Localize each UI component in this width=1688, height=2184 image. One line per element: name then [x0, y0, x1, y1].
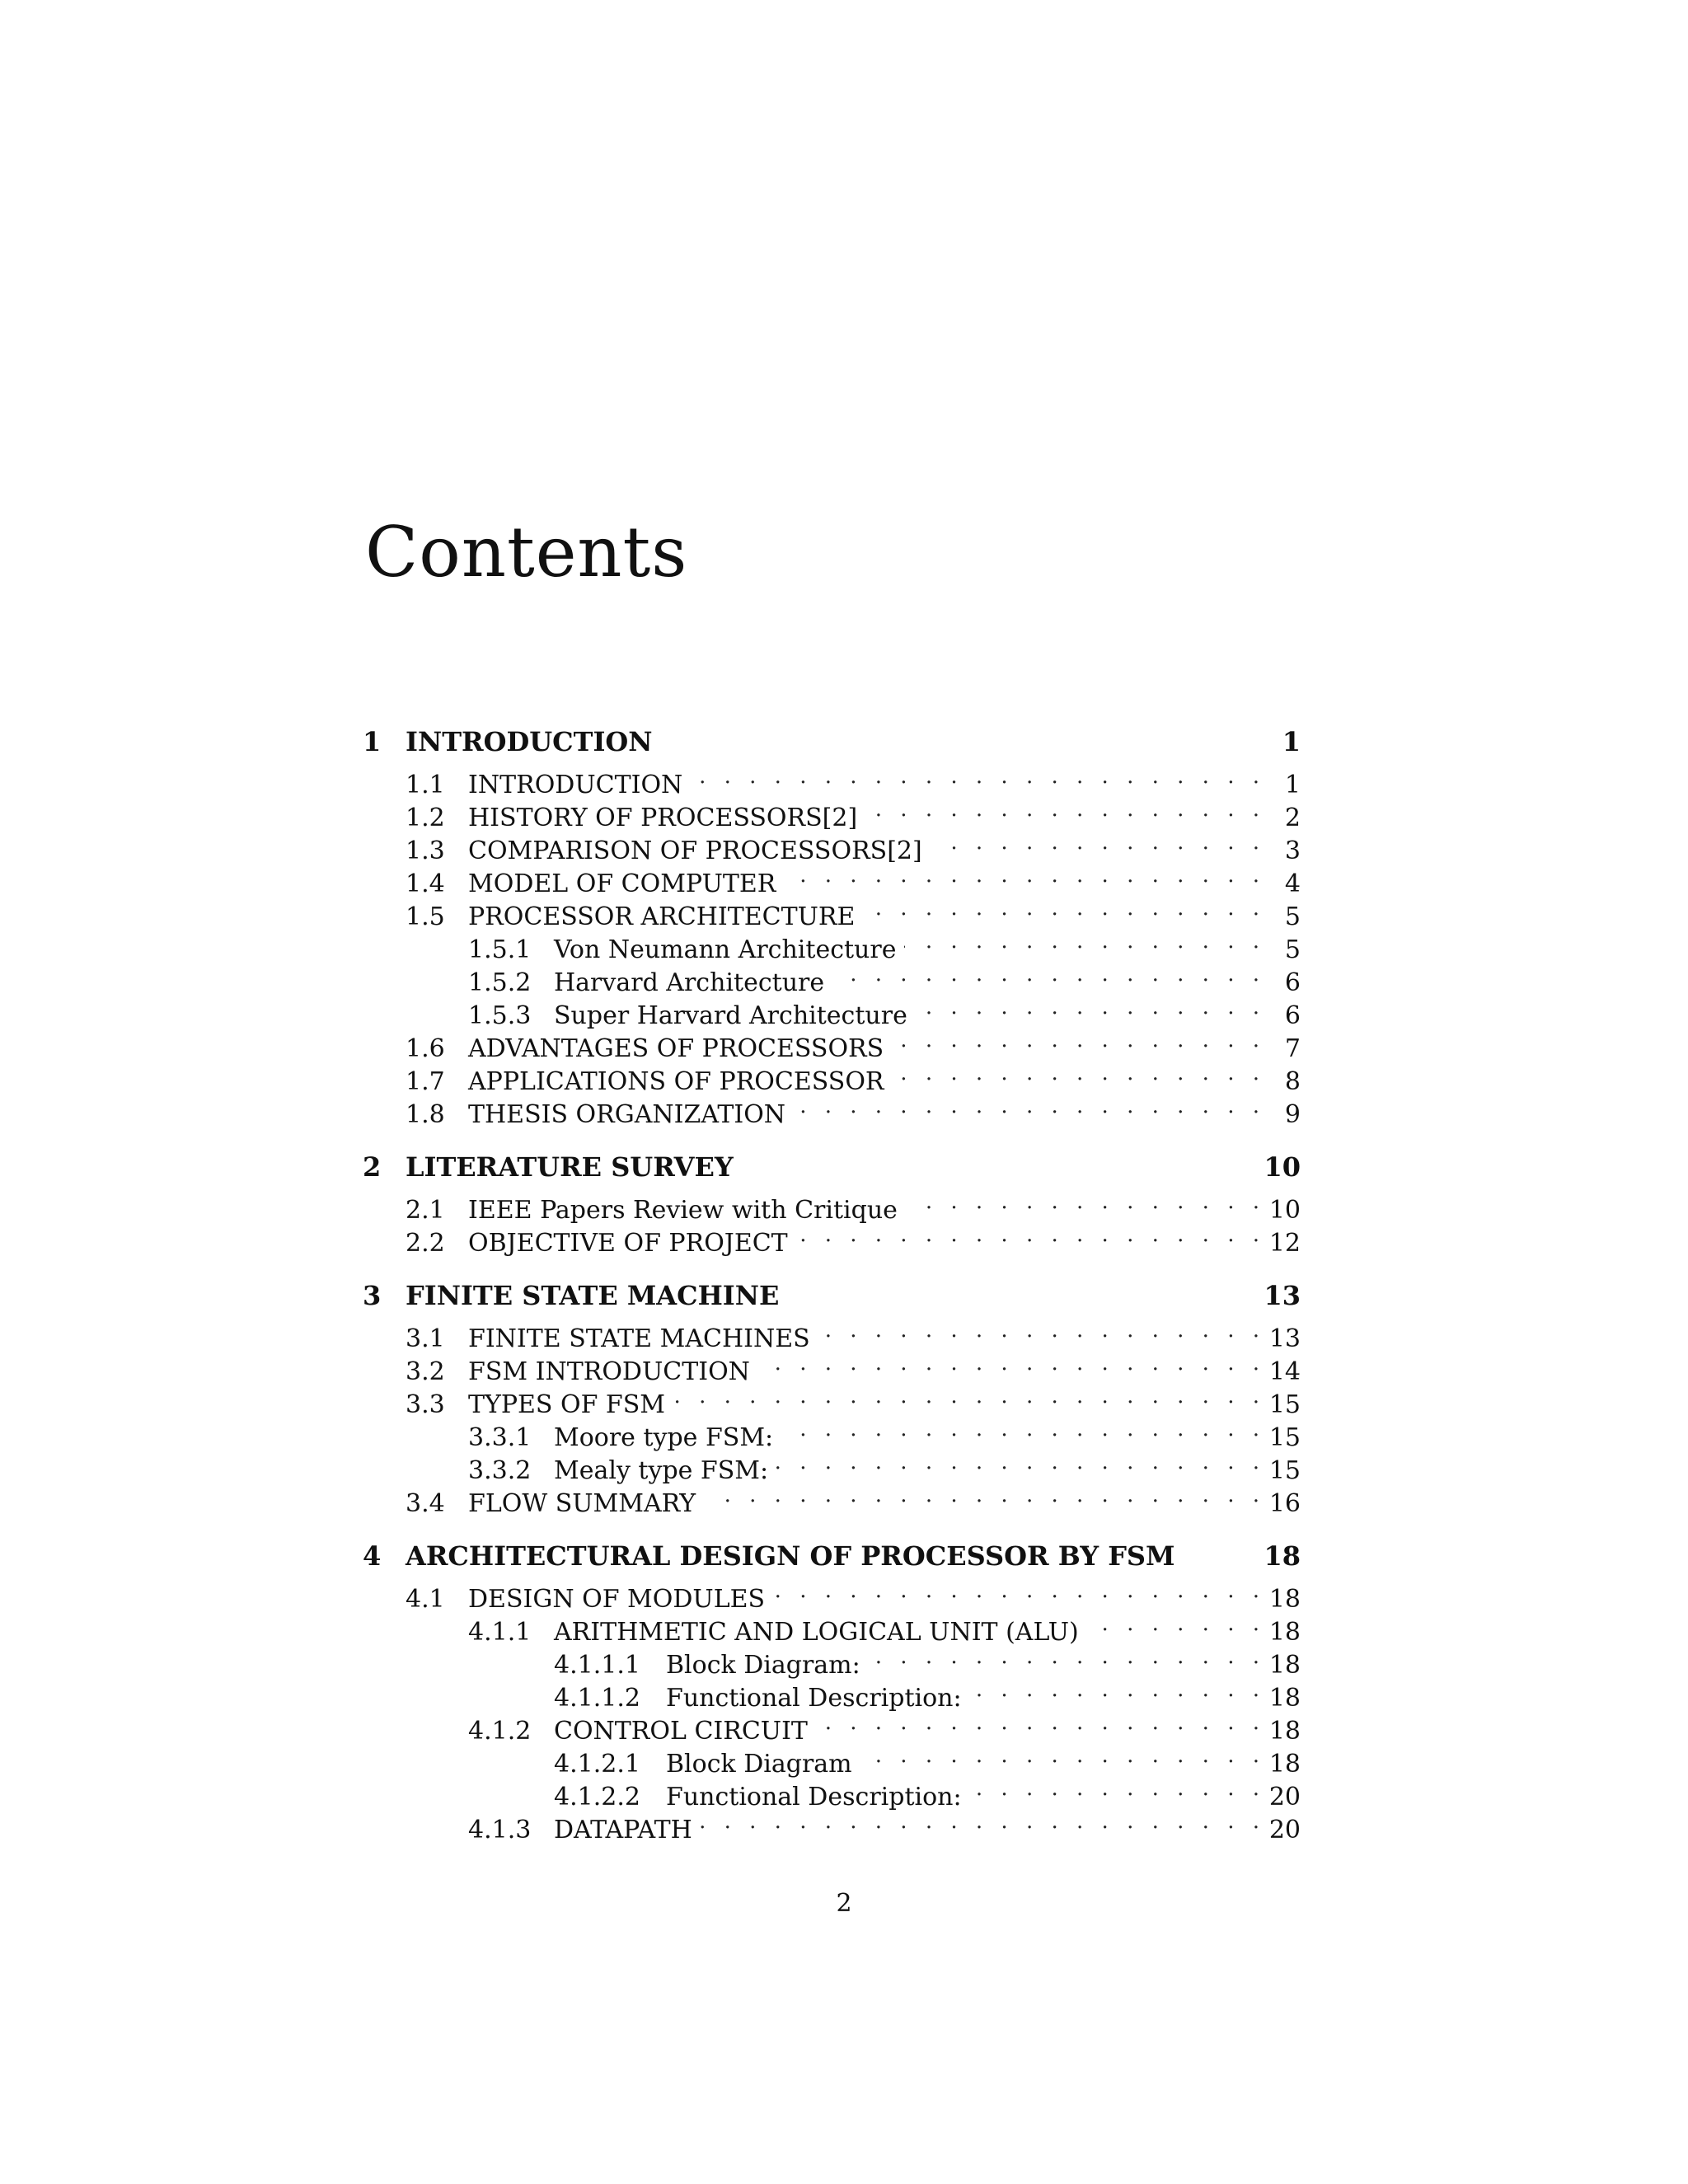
dot-leader: [691, 760, 1259, 793]
toc-chapter-title: FINITE STATE MACHINE: [406, 1280, 780, 1311]
toc-chapter-page: 10: [1264, 1151, 1301, 1183]
toc-entry[interactable]: [363, 1314, 1301, 1353]
dot-leader: [970, 1673, 1259, 1706]
toc-entry-title: FSM INTRODUCTION: [468, 1357, 750, 1386]
toc-entry-title: FLOW SUMMARY: [468, 1489, 696, 1518]
toc-entry-title: MODEL OF COMPUTER: [468, 869, 776, 898]
toc-entry-title: Functional Description:: [666, 1783, 962, 1811]
toc-entry[interactable]: [363, 1185, 1301, 1225]
toc-entry-title: ARITHMETIC AND LOGICAL UNIT (ALU): [554, 1618, 1079, 1647]
page-title: Contents: [365, 512, 688, 593]
toc-chapter-entry[interactable]: [363, 1149, 1301, 1185]
toc-chapter-entry[interactable]: [363, 1538, 1301, 1574]
toc-chapter-entry[interactable]: [363, 1277, 1301, 1314]
table-of-contents: [363, 724, 1301, 1864]
toc-entry-page: 14: [1268, 1357, 1301, 1386]
toc-entry-page: 5: [1284, 902, 1301, 931]
toc-entry-title: Mealy type FSM:: [554, 1456, 769, 1485]
toc-entry[interactable]: [363, 1574, 1301, 1614]
dot-leader: [796, 1218, 1259, 1251]
toc-entry-title: APPLICATIONS OF PROCESSOR: [468, 1067, 884, 1096]
toc-entry-number: 1.4: [406, 869, 445, 898]
toc-chapter-number: 4: [363, 1540, 382, 1572]
toc-entry-title: HISTORY OF PROCESSORS[2]: [468, 804, 858, 832]
toc-chapter: [363, 724, 1301, 1129]
dot-leader: [970, 1772, 1259, 1805]
toc-entry-page: 4: [1284, 869, 1301, 898]
toc-entry-number: 4.1.2.2: [554, 1783, 640, 1811]
toc-entry[interactable]: [363, 760, 1301, 799]
toc-chapter: [363, 1149, 1301, 1258]
toc-entry-title: ADVANTAGES OF PROCESSORS: [468, 1034, 884, 1063]
toc-entry-title: Functional Description:: [666, 1684, 962, 1713]
toc-entry-page: 6: [1284, 1001, 1301, 1030]
dot-leader: [893, 1057, 1259, 1090]
toc-entry-page: 15: [1268, 1390, 1301, 1419]
toc-entry-number: 3.3: [406, 1390, 445, 1419]
dot-leader: [758, 1347, 1259, 1380]
dot-leader: [832, 958, 1259, 991]
toc-entry-number: 3.3.1: [468, 1423, 532, 1452]
toc-entry-number: 1.8: [406, 1100, 445, 1129]
toc-entry-number: 3.3.2: [468, 1456, 532, 1485]
toc-entry-number: 4.1.1.2: [554, 1684, 640, 1713]
toc-entry-number: 1.6: [406, 1034, 445, 1063]
dot-leader: [860, 1739, 1259, 1772]
toc-entry-title: Block Diagram: [666, 1750, 852, 1779]
dot-leader: [818, 1314, 1259, 1347]
dot-leader: [904, 925, 1259, 958]
toc-chapter-title: ARCHITECTURAL DESIGN OF PROCESSOR BY FSM: [406, 1540, 1175, 1572]
toc-entry-page: 16: [1268, 1489, 1301, 1518]
toc-entry[interactable]: [363, 1706, 1301, 1746]
toc-entry-number: 4.1.2.1: [554, 1750, 640, 1779]
toc-chapter-page: 13: [1264, 1280, 1301, 1311]
toc-entry-number: 1.5.3: [468, 1001, 532, 1030]
dot-leader: [816, 1706, 1259, 1739]
toc-chapter-page: 1: [1282, 726, 1301, 757]
toc-entry-number: 1.5.2: [468, 968, 532, 997]
dot-leader: [916, 991, 1259, 1024]
toc-entry-title: DESIGN OF MODULES: [468, 1585, 766, 1614]
toc-entry-page: 18: [1268, 1750, 1301, 1779]
toc-entry-number: 2.2: [406, 1229, 445, 1258]
toc-entry-page: 20: [1268, 1816, 1301, 1844]
toc-entry-title: Harvard Architecture: [554, 968, 825, 997]
toc-entry-title: PROCESSOR ARCHITECTURE: [468, 902, 856, 931]
toc-entry-number: 1.7: [406, 1067, 445, 1096]
toc-chapter: [363, 1538, 1301, 1844]
toc-entry-page: 3: [1284, 837, 1301, 865]
toc-entry-number: 4.1.1: [468, 1618, 532, 1647]
dot-leader: [892, 1024, 1259, 1057]
toc-entry-number: 1.3: [406, 837, 445, 865]
dot-leader: [776, 1446, 1259, 1479]
toc-entry-page: 2: [1284, 804, 1301, 832]
toc-entry-title: DATAPATH: [554, 1816, 692, 1844]
toc-entry-page: 12: [1268, 1229, 1301, 1258]
toc-entry-page: 10: [1268, 1196, 1301, 1225]
toc-entry-page: 8: [1284, 1067, 1301, 1096]
toc-entry-title: TYPES OF FSM: [468, 1390, 666, 1419]
toc-entry-page: 18: [1268, 1651, 1301, 1680]
toc-entry-title: COMPARISON OF PROCESSORS[2]: [468, 837, 922, 865]
toc-entry-number: 3.2: [406, 1357, 445, 1386]
toc-entry-page: 18: [1268, 1585, 1301, 1614]
toc-entry-number: 1.5: [406, 902, 445, 931]
toc-entry-title: Super Harvard Architecture: [554, 1001, 907, 1030]
toc-entry-page: 7: [1284, 1034, 1301, 1063]
toc-chapter-number: 2: [363, 1151, 382, 1183]
dot-leader: [869, 1640, 1259, 1673]
dot-leader: [773, 1574, 1259, 1607]
toc-entry-number: 1.5.1: [468, 935, 532, 964]
dot-leader: [673, 1380, 1259, 1413]
toc-chapter-title: INTRODUCTION: [406, 726, 653, 757]
dot-leader: [704, 1479, 1259, 1511]
toc-entry-number: 4.1.1.1: [554, 1651, 640, 1680]
toc-entry-title: THESIS ORGANIZATION: [468, 1100, 786, 1129]
dot-leader: [931, 826, 1259, 859]
toc-entry-title: OBJECTIVE OF PROJECT: [468, 1229, 788, 1258]
dot-leader: [781, 1413, 1259, 1446]
toc-entry[interactable]: [363, 1805, 1301, 1844]
toc-entry-page: 15: [1268, 1456, 1301, 1485]
toc-entry-number: 3.4: [406, 1489, 445, 1518]
toc-entry-page: 1: [1284, 771, 1301, 799]
toc-entry-page: 5: [1284, 935, 1301, 964]
toc-entry-title: Von Neumann Architecture: [554, 935, 897, 964]
toc-chapter: [363, 1277, 1301, 1518]
dot-leader: [906, 1185, 1259, 1218]
toc-entry-title: FINITE STATE MACHINES: [468, 1324, 810, 1353]
toc-chapter-title: LITERATURE SURVEY: [406, 1151, 734, 1183]
toc-entry-page: 18: [1268, 1717, 1301, 1746]
dot-leader: [1087, 1607, 1259, 1640]
page-number: 2: [836, 1889, 852, 1918]
toc-entry-page: 18: [1268, 1684, 1301, 1713]
toc-entry-title: Moore type FSM:: [554, 1423, 774, 1452]
toc-entry-number: 2.1: [406, 1196, 445, 1225]
dot-leader: [701, 1805, 1259, 1838]
toc-entry-number: 4.1: [406, 1585, 445, 1614]
toc-entry-page: 9: [1284, 1100, 1301, 1129]
toc-entry-title: INTRODUCTION: [468, 771, 683, 799]
toc-entry-title: IEEE Papers Review with Critique: [468, 1196, 898, 1225]
dot-leader: [784, 859, 1259, 892]
toc-chapter-number: 3: [363, 1280, 382, 1311]
dot-leader: [863, 892, 1259, 925]
toc-entry-page: 20: [1268, 1783, 1301, 1811]
dot-leader: [794, 1090, 1259, 1122]
toc-entry-title: CONTROL CIRCUIT: [554, 1717, 808, 1746]
toc-entry-title: Block Diagram:: [666, 1651, 860, 1680]
toc-chapter-page: 18: [1264, 1540, 1301, 1572]
toc-entry-page: 6: [1284, 968, 1301, 997]
toc-entry-page: 15: [1268, 1423, 1301, 1452]
toc-entry-page: 18: [1268, 1618, 1301, 1647]
toc-entry-number: 1.1: [406, 771, 445, 799]
toc-entry-number: 1.2: [406, 804, 445, 832]
toc-entry-number: 4.1.2: [468, 1717, 532, 1746]
toc-entry-page: 13: [1268, 1324, 1301, 1353]
toc-entry-number: 3.1: [406, 1324, 445, 1353]
toc-chapter-entry[interactable]: [363, 724, 1301, 760]
toc-entry-number: 4.1.3: [468, 1816, 532, 1844]
dot-leader: [865, 793, 1259, 826]
toc-chapter-number: 1: [363, 726, 382, 757]
